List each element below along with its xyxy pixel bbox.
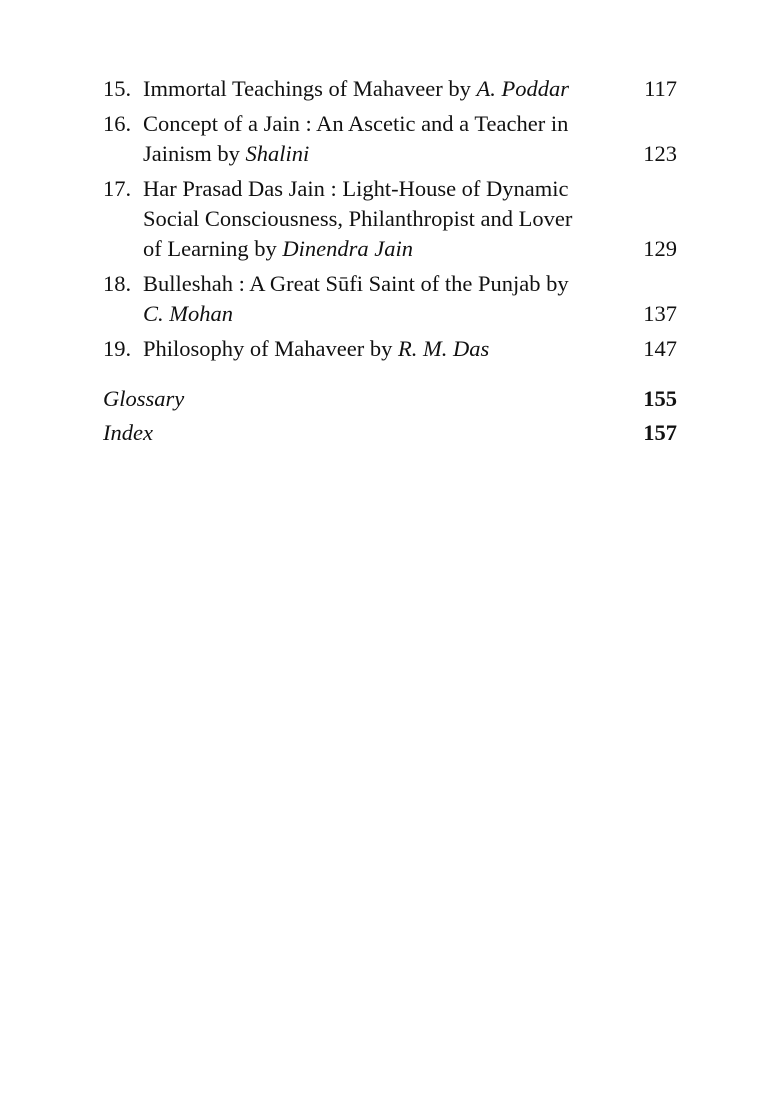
entry-number: 19. [103,336,132,361]
entry-number: 16. [103,111,132,136]
toc-entry[interactable] [103,109,677,169]
toc-entry[interactable] [103,174,677,264]
entry-title [143,334,613,364]
toc-entry[interactable] [103,74,677,104]
entry-page-number: 129 [643,236,677,261]
entry-title [143,74,613,104]
title-line: Social Consciousness, Philanthropist and Lover [143,206,573,231]
title-text: Philosophy of Mahaveer by [143,336,398,361]
toc-entry-index[interactable] [103,418,677,452]
entry-number: 15. [103,76,132,101]
title-text: Jainism by [143,141,246,166]
glossary-page-number: 155 [643,386,677,411]
glossary-title: Glossary [103,386,185,411]
back-matter [103,384,677,452]
title-line: Bulleshah : A Great Sūfi Saint of the Punjab by [143,271,569,296]
title-line [143,334,613,364]
title-line: Har Prasad Das Jain : Light-House of Dynamic [143,176,569,201]
entry-author: C. Mohan [143,301,233,326]
entry-title [143,269,613,329]
entry-title [143,174,613,264]
entry-number: 17. [103,176,132,201]
title-line [143,234,613,264]
index-page-number: 157 [643,420,677,445]
entry-title [143,109,613,169]
entry-page-number: 117 [644,76,677,101]
title-line: Concept of a Jain : An Ascetic and a Teacher in [143,111,569,136]
entry-author: Shalini [245,141,310,166]
index-title: Index [103,420,153,445]
entry-page-number: 123 [643,141,677,166]
entry-page-number: 147 [643,336,677,361]
title-line [143,299,613,329]
title-line [143,74,613,104]
entry-author: A. Poddar [476,76,570,101]
title-text: of Learning by [143,236,283,261]
toc-entry[interactable] [103,269,677,329]
toc-entry-glossary[interactable] [103,384,677,418]
entry-page-number: 137 [643,301,677,326]
entry-author: Dinendra Jain [282,236,413,261]
title-text: Immortal Teachings of Mahaveer by [143,76,477,101]
entry-number: 18. [103,271,132,296]
toc-entry[interactable] [103,334,677,364]
table-of-contents [103,74,677,452]
title-line [143,139,613,169]
entry-author: R. M. Das [397,336,490,361]
